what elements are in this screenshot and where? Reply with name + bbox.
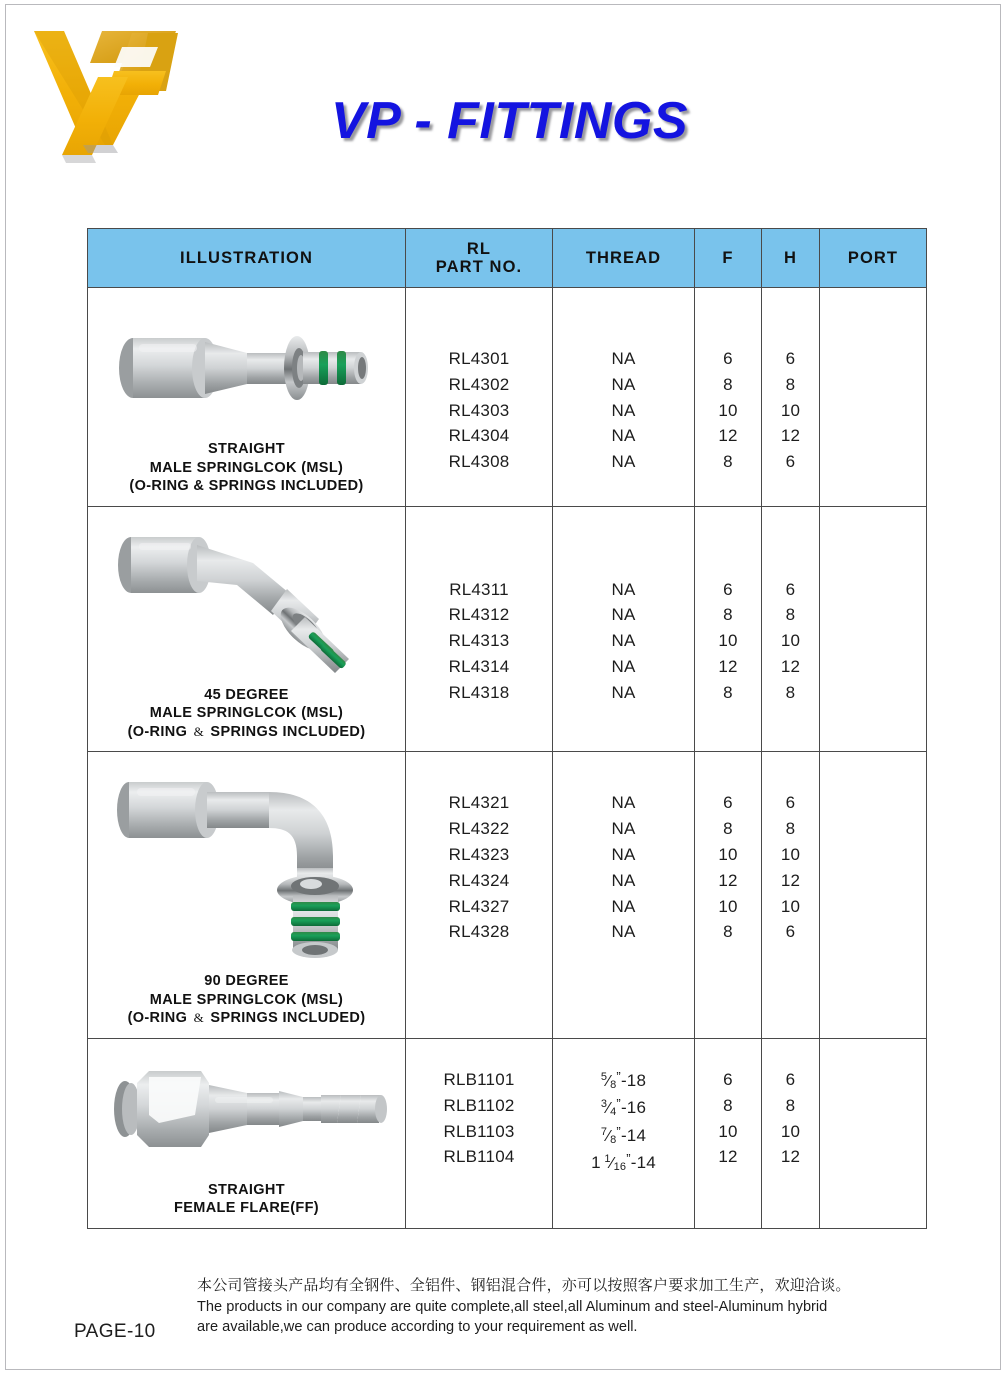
f-value-cell [695,506,762,752]
f-value: 12 [718,426,738,446]
h-value: 12 [780,1147,801,1167]
port [820,449,926,475]
f-value: 8 [723,605,733,625]
column-header-h-label: H [783,248,798,267]
column-header-illustration [88,229,406,288]
illustration-cell [88,506,406,752]
f-value: 8 [723,819,733,839]
f-value: 12 [718,870,738,890]
thread: NA [611,870,636,890]
part-no-cell [406,1038,553,1228]
port-cell [820,752,927,1039]
h-value: 6 [785,452,796,472]
thread: NA [611,605,636,625]
f-value: 6 [723,349,733,368]
h-value: 6 [785,793,796,813]
caption-line: (O-RING & SPRINGS INCLUDED) [127,1010,366,1027]
product-illustration-elbow45-male-springlock [88,507,405,674]
f-value: 10 [718,1121,738,1141]
f-value: 12 [718,1147,738,1167]
column-header-port [820,229,927,288]
fittings-spec-table [87,228,927,1229]
part-no: RL4302 [448,374,510,394]
h-value: 8 [785,374,796,394]
h-value-cell [762,288,820,507]
part-no: RLB1102 [443,1095,515,1115]
caption-line: (O-RING & SPRINGS INCLUDED) [129,478,364,495]
footer-note [197,1276,917,1337]
column-header-illustration-label: ILLUSTRATION [180,248,313,267]
page-number-label: PAGE-10 [74,1321,156,1342]
product-illustration-straight-male-springlock [88,288,405,426]
part-no-cell [406,752,553,1039]
footer-note-english-line1: The products in our company are quite complete,all steel,all Aluminum and steel-Aluminum hybrid [197,1298,828,1315]
h-value: 12 [780,870,801,890]
caption-line: (O-RING & SPRINGS INCLUDED) [127,723,366,740]
port [820,816,926,842]
port [820,372,926,398]
h-value: 10 [780,896,801,916]
table-row [88,752,927,1039]
f-value: 8 [723,374,733,394]
part-no: RL4301 [448,349,510,368]
port [820,1067,926,1093]
h-value: 8 [785,1095,796,1115]
part-no: RL4328 [448,922,510,942]
thread-cell [553,752,695,1039]
thread: $^5$⁄8”-18 [600,1068,647,1091]
h-value: 10 [780,1121,801,1141]
f-value: 10 [718,896,738,916]
footer-note-chinese: 本公司管接头产品均有全钢件、全铝件、钢铝混合件，亦可以按照客户要求加工生产，欢迎洽谈。 [197,1277,851,1294]
h-value: 8 [785,682,796,702]
column-header-thread [553,229,695,288]
h-value: 10 [780,844,801,864]
thread: NA [611,400,636,420]
port [820,398,926,424]
h-value: 12 [780,426,801,446]
caption-line: FEMALE FLARE(FF) [174,1200,319,1217]
port-cell [820,1038,927,1228]
vp-logo [10,17,325,167]
table-body [88,288,927,1229]
thread: NA [611,793,636,813]
thread: NA [611,682,636,702]
thread: NA [611,844,636,864]
h-value: 8 [785,605,796,625]
table-row [88,506,927,752]
f-value: 8 [723,1095,733,1115]
page-header [6,5,1002,183]
thread: NA [611,922,636,942]
port [820,654,926,680]
port [820,346,926,372]
column-header-f [695,229,762,288]
page-footer [6,1273,1002,1369]
f-value-cell [695,1038,762,1228]
port [820,423,926,449]
product-illustration-elbow90-male-springlock [88,752,405,962]
page-title: VP - FITTINGS [331,92,689,150]
part-no: RL4304 [448,426,510,446]
catalog-page [5,4,1001,1370]
part-no: RLB1101 [443,1069,515,1089]
part-no: RLB1103 [443,1121,515,1141]
product-caption [88,686,405,752]
h-value: 8 [785,819,796,839]
h-value-cell [762,752,820,1039]
thread: NA [611,349,636,368]
part-no: RL4313 [448,631,510,651]
f-value: 6 [723,579,733,599]
table-row [88,288,927,507]
part-no: RL4323 [448,844,510,864]
port [820,1144,926,1170]
column-header-part-no-line2: PART NO. [435,258,523,276]
f-value-cell [695,288,762,507]
thread: NA [611,374,636,394]
h-value-cell [762,1038,820,1228]
h-value: 6 [785,349,796,368]
port [820,680,926,706]
f-value: 10 [718,844,738,864]
f-value: 8 [723,922,733,942]
caption-line: MALE SPRINGLCOK (MSL) [149,991,344,1008]
f-value: 6 [723,793,733,813]
thread: NA [611,819,636,839]
thread: $^3$⁄4”-16 [600,1096,647,1119]
column-header-thread-label: THREAD [585,248,662,267]
thread: NA [611,631,636,651]
product-illustration-straight-female-flare [88,1039,405,1163]
thread: $^7$⁄8”-14 [600,1123,647,1146]
h-value: 10 [780,400,801,420]
h-value: 6 [785,1069,796,1089]
f-value: 12 [718,657,738,677]
port [820,790,926,816]
port [820,868,926,894]
thread: NA [611,579,636,599]
column-header-part-no-line1: RL [466,239,492,258]
thread: NA [611,426,636,446]
thread: NA [611,452,636,472]
caption-line: MALE SPRINGLCOK (MSL) [149,459,344,476]
caption-line: STRAIGHT [208,1181,285,1198]
product-caption [88,440,405,506]
port [820,842,926,868]
h-value: 6 [785,922,796,942]
port-cell [820,288,927,507]
part-no: RL4321 [448,793,510,813]
thread: NA [611,657,636,677]
illustration-cell [88,752,406,1039]
column-header-port-label: PORT [847,248,899,267]
thread: NA [611,896,636,916]
caption-line: STRAIGHT [208,441,285,457]
f-value: 10 [718,631,738,651]
part-no-cell [406,288,553,507]
illustration-cell [88,1038,406,1228]
port [820,602,926,628]
part-no: RL4312 [448,605,510,625]
port [820,1093,926,1119]
port [820,919,926,945]
table-row [88,1038,927,1228]
part-no: RL4318 [448,682,510,702]
f-value: 6 [723,1069,733,1089]
port [820,1119,926,1145]
caption-line: 90 DEGREE [204,973,289,990]
port [820,628,926,654]
port [820,894,926,920]
footer-note-english-line2: are available,we can produce according to your requirement as well. [197,1318,638,1335]
part-no: RL4324 [448,870,510,890]
f-value-cell [695,752,762,1039]
f-value: 8 [723,682,733,702]
f-value: 10 [718,400,738,420]
column-header-f-label: F [722,248,734,267]
thread-cell [553,1038,695,1228]
h-value: 6 [785,579,796,599]
part-no: RL4327 [448,896,510,916]
part-no: RL4303 [448,400,510,420]
illustration-cell [88,288,406,507]
product-caption [88,972,405,1038]
part-no: RL4308 [448,452,510,472]
h-value-cell [762,506,820,752]
table-header-row [88,229,927,288]
column-header-part-no [406,229,553,288]
port-cell [820,506,927,752]
part-no: RL4311 [449,579,509,599]
caption-line: 45 DEGREE [204,686,289,703]
part-no: RL4314 [448,657,510,677]
part-no-cell [406,506,553,752]
h-value: 10 [780,631,801,651]
caption-line: MALE SPRINGLCOK (MSL) [149,705,344,722]
h-value: 12 [780,657,801,677]
thread-cell [553,506,695,752]
thread-cell [553,288,695,507]
part-no: RL4322 [448,819,510,839]
column-header-h [762,229,820,288]
part-no: RLB1104 [443,1147,515,1167]
thread: 1 $^1$⁄16”-14 [591,1150,656,1173]
f-value: 8 [723,452,733,472]
product-caption [88,1181,405,1228]
port [820,577,926,603]
